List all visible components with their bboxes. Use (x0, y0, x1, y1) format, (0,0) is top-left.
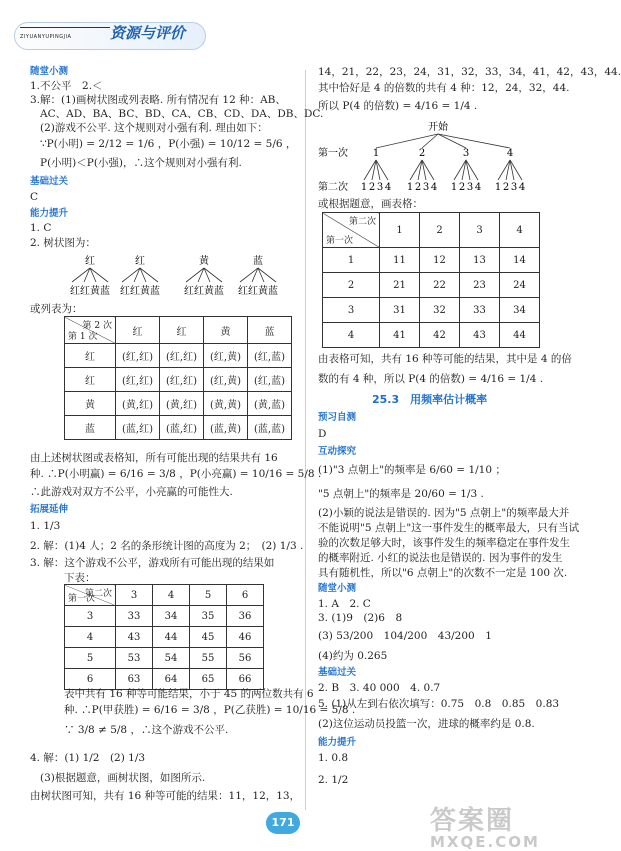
tree-second-node: 1 (406, 182, 414, 193)
table-cell: 55 (190, 648, 227, 669)
tree-first-node: 2 (418, 148, 426, 159)
tree-diagram-colors (62, 252, 302, 302)
answer-line: (3)根据题意，画树状图，如图所示. (40, 772, 206, 784)
answer-line: 具有随机性，所以"6 点朝上"的次数不一定是 100 次. (318, 567, 568, 579)
table-header-cell: 蓝 (248, 317, 292, 344)
tree-second-node: 4 (518, 182, 526, 193)
answer-line: 种. ∴P(甲获胜) = 6/16 = 3/8 ，P(乙获胜) = 10/16 = 5/8 . (64, 704, 356, 716)
table-cell: 54 (153, 648, 190, 669)
table-cell: 14 (500, 248, 540, 273)
table-cell: 64 (153, 669, 190, 690)
tree-root-label: 蓝 (253, 256, 263, 267)
table-cell: (黄,红) (160, 392, 204, 416)
tree-level-label: 第二次 (318, 182, 348, 193)
answer-line: 4. 解：(1) 1/2 (2) 1/3 (30, 752, 146, 764)
table-row-header: 蓝 (65, 416, 116, 440)
answer-line: P(小明)＜P(小强)，∴这个规则对小强有利. (40, 157, 242, 169)
table-cell: (黄,红) (116, 392, 160, 416)
answer-line: 1. C (30, 222, 52, 234)
tree-branch (438, 134, 466, 148)
answer-line: 3.解：(1)画树状图或列表略. 所有情况有 12 种：AB、 (30, 94, 286, 106)
answer-line: 5. (1)从左到右依次填写：0.75 0.8 0.85 0.83 (318, 698, 560, 710)
tree-first-node: 4 (506, 148, 514, 159)
tree-root-label: 红 (85, 256, 95, 267)
table-row-header: 4 (323, 323, 380, 348)
answer-line: 所以 P(4 的倍数) = 4/16 = 1/4 . (318, 100, 478, 112)
answer-line: 1.不公平 2.＜ (30, 80, 103, 92)
table-row-header: 红 (65, 368, 116, 392)
tree-second-node: 4 (430, 182, 438, 193)
outcome-table-1-4 (322, 212, 540, 348)
table-row (323, 248, 540, 273)
answer-line: 或列表为： (30, 303, 83, 315)
header-title: 资源与评价 (110, 24, 186, 42)
table-cell: 24 (500, 273, 540, 298)
watermark-logo: 答案圈 MXQE.COM (430, 806, 540, 851)
answer-line: 验的次数足够大时，该事件发生的频率稳定在事件发生 (318, 537, 570, 549)
answer-line: (4)约为 0.265 (318, 650, 388, 662)
table-row-header: 3 (323, 298, 380, 323)
table-cell: 21 (380, 273, 420, 298)
answer-line: 下表： (64, 572, 96, 584)
table-cell: 42 (420, 323, 460, 348)
table-row-header: 5 (65, 648, 116, 669)
table-row (65, 606, 264, 627)
answer-line: 1. 0.8 (318, 752, 349, 764)
answer-line: 不能说明"5 点朝上"这一事件发生的概率最大，只有当试 (318, 522, 580, 534)
table-row (65, 392, 292, 416)
table-cell: 12 (420, 248, 460, 273)
tree-second-node: 3 (422, 182, 430, 193)
answer-line: 其中恰好是 4 的倍数的共有 4 种：12，24，32，44. (318, 82, 570, 94)
table-cell: 34 (500, 298, 540, 323)
table-cell: (黄,蓝) (248, 392, 292, 416)
table-cell: 33 (116, 606, 153, 627)
answer-line: (2)这位运动员投篮一次，进球的概率约是 0.8. (318, 718, 535, 730)
section-heading: 能力提升 (318, 737, 357, 748)
answer-line: 的概率附近. 小红的说法也是错误的. 因为事件的发生 (318, 552, 563, 564)
answer-line: 数的有 4 种，所以 P(4 的倍数) = 4/16 = 1/4 . (318, 373, 544, 385)
table-header-cell: 红 (160, 317, 204, 344)
tree-second-node: 2 (458, 182, 466, 193)
table-cell: 32 (420, 298, 460, 323)
table-cell: (红,红) (116, 344, 160, 368)
table-cell: 46 (227, 627, 264, 648)
answer-line: 2. 树状图为： (30, 237, 96, 249)
table-header-cell: 2 (420, 213, 460, 248)
table-row-header: 黄 (65, 392, 116, 416)
table-cell: 43 (116, 627, 153, 648)
outcome-table-numbers (64, 584, 264, 690)
table-cell: (蓝,红) (116, 416, 160, 440)
table-cell: (红,红) (160, 368, 204, 392)
answer-line: 2. 1/2 (318, 774, 349, 786)
header-brand-small: ZIYUANYUPINGJIA (20, 34, 72, 40)
answer-line: 1. 1/3 (30, 520, 61, 532)
answer-line: 由树状图可知，共有 16 种等可能的结果：11，12，13， (30, 790, 301, 802)
table-row (65, 627, 264, 648)
page-header (0, 0, 563, 62)
tree-first-node: 3 (462, 148, 470, 159)
answer-line: 或根据题意，画表格： (318, 198, 423, 210)
table-cell: (红,红) (116, 368, 160, 392)
table-row (323, 298, 540, 323)
table-row-header: 3 (65, 606, 116, 627)
answer-line: 3. 解：这个游戏不公平，游戏所有可能出现的结果如 (30, 557, 275, 569)
table-row (65, 648, 264, 669)
tree-leaf-labels: 红红黄蓝 (120, 286, 160, 297)
table-row (65, 669, 264, 690)
answer-line: 14，21，22，23，24，31，32，33，34，41，42，43，44. (318, 66, 621, 78)
section-heading: 预习自测 (318, 412, 357, 423)
table-corner-header: 第二次 第一次 (323, 213, 380, 248)
tree-second-node: 1 (450, 182, 458, 193)
answer-line: 1. A 2. C (318, 598, 371, 610)
answer-line: (3) 53/200 104/200 43/200 1 (318, 630, 492, 642)
section-heading: 能力提升 (30, 208, 69, 219)
table-cell: 31 (380, 298, 420, 323)
table-cell: (蓝,红) (160, 416, 204, 440)
table-cell: 53 (116, 648, 153, 669)
table-cell: (红,黄) (204, 344, 248, 368)
tree-second-node: 4 (384, 182, 392, 193)
answer-line: C (30, 191, 39, 203)
table-cell: 35 (190, 606, 227, 627)
section-title: 25.3 用频率估计概率 (372, 393, 488, 406)
answer-line: 表中共有 16 种等可能结果，小于 45 的两位数共有 6 (64, 688, 314, 700)
tree-second-node: 1 (360, 182, 368, 193)
table-header-cell: 5 (190, 585, 227, 606)
tree-leaf-labels: 红红黄蓝 (70, 286, 110, 297)
tree-second-node: 1 (494, 182, 502, 193)
tree-second-node: 2 (502, 182, 510, 193)
table-header-cell: 3 (460, 213, 500, 248)
answer-line: (2)小颖的说法是错误的. 因为"5 点朝上"的频率最大并 (318, 507, 570, 519)
tree-leaf-labels: 红红黄蓝 (184, 286, 224, 297)
table-row (323, 273, 540, 298)
table-cell: 66 (227, 669, 264, 690)
table-row-header: 2 (323, 273, 380, 298)
table-corner-header: 第二次 第一次 (65, 585, 116, 606)
table-cell: 63 (116, 669, 153, 690)
table-cell: (红,红) (160, 344, 204, 368)
answer-line: AC、AD、BA、BC、BD、CA、CB、CD、DA、DB、DC. (40, 108, 324, 120)
tree-root-label: 红 (135, 256, 145, 267)
tree-second-node: 2 (414, 182, 422, 193)
table-row (65, 344, 292, 368)
table-header-cell: 6 (227, 585, 264, 606)
tree-leaf-labels: 红红黄蓝 (238, 286, 278, 297)
tree-second-node: 4 (474, 182, 482, 193)
table-cell: (红,黄) (204, 368, 248, 392)
table-header-cell: 1 (380, 213, 420, 248)
table-cell: 13 (460, 248, 500, 273)
tree-diagram-numbers (318, 118, 540, 196)
answer-line: ∴此游戏对双方不公平，小亮赢的可能性大. (30, 486, 233, 498)
table-header-cell: 4 (153, 585, 190, 606)
table-row-header: 红 (65, 344, 116, 368)
table-cell: 36 (227, 606, 264, 627)
tree-start-label: 开始 (428, 122, 448, 133)
answer-line: ∵ 3/8 ≠ 5/8 ，∴这个游戏不公平. (64, 724, 229, 736)
answer-line: (2)游戏不公平. 这个规则对小强有利. 理由如下： (40, 122, 268, 134)
answer-line: 2. B 3. 40 000 4. 0.7 (318, 682, 441, 694)
tree-second-node: 3 (376, 182, 384, 193)
header-arrow (20, 27, 110, 34)
table-header-cell: 红 (116, 317, 160, 344)
table-row-header: 6 (65, 669, 116, 690)
section-heading: 拓展延伸 (30, 504, 69, 515)
section-heading: 基础过关 (318, 667, 357, 678)
table-cell: 45 (190, 627, 227, 648)
table-cell: 65 (190, 669, 227, 690)
answer-line: 由表格可知，共有 16 种等可能的结果，其中是 4 的倍 (318, 353, 572, 365)
table-row (65, 416, 292, 440)
table-cell: (红,蓝) (248, 344, 292, 368)
tree-second-node: 3 (510, 182, 518, 193)
table-cell: (黄,黄) (204, 392, 248, 416)
table-row (323, 323, 540, 348)
table-cell: (蓝,黄) (204, 416, 248, 440)
table-cell: 34 (153, 606, 190, 627)
table-cell: (蓝,蓝) (248, 416, 292, 440)
tree-second-node: 2 (368, 182, 376, 193)
answer-line: "5 点朝上"的频率是 20/60 = 1/3 . (318, 488, 484, 500)
table-header-cell: 3 (116, 585, 153, 606)
tree-root-label: 黄 (199, 256, 209, 267)
table-cell: 56 (227, 648, 264, 669)
outcome-table-colors (64, 316, 292, 440)
answer-line: 种. ∴P(小明赢) = 6/16 = 3/8 ，P(小亮赢) = 10/16 = 5/8 . (30, 468, 322, 480)
answer-line: 3. (1)9 (2)6 8 (318, 612, 403, 624)
table-cell: 41 (380, 323, 420, 348)
table-header-cell: 黄 (204, 317, 248, 344)
table-cell: 43 (460, 323, 500, 348)
section-heading: 基础过关 (30, 176, 69, 187)
table-cell: 23 (460, 273, 500, 298)
table-cell: 44 (500, 323, 540, 348)
answer-line: (1)"3 点朝上"的频率是 6/60 = 1/10 ； (318, 464, 506, 476)
answer-line: ∵P(小明) = 2/12 = 1/6 ，P(小强) = 10/12 = 5/6 ， (40, 138, 297, 150)
table-row-header: 1 (323, 248, 380, 273)
table-cell: (红,蓝) (248, 368, 292, 392)
table-row (65, 368, 292, 392)
tree-branch (438, 134, 510, 148)
section-heading: 随堂小测 (30, 66, 69, 77)
section-heading: 互动探究 (318, 446, 357, 457)
answer-line: D (318, 428, 327, 440)
tree-first-node: 1 (372, 148, 380, 159)
table-cell: 11 (380, 248, 420, 273)
table-cell: 33 (460, 298, 500, 323)
tree-level-label: 第一次 (318, 148, 348, 159)
table-header-cell: 4 (500, 213, 540, 248)
table-cell: 22 (420, 273, 460, 298)
table-cell: 44 (153, 627, 190, 648)
answer-line: 2. 解：(1)4 人；2 名的条形统计图的高度为 2； (2) 1/3 . (30, 540, 304, 552)
answer-line: 由上述树状图或表格知，所有可能出现的结果共有 16 (30, 452, 278, 464)
tree-branch (376, 134, 438, 148)
page-number: 171 (266, 812, 300, 834)
table-row-header: 4 (65, 627, 116, 648)
tree-second-node: 3 (466, 182, 474, 193)
section-heading: 随堂小测 (318, 583, 357, 594)
table-corner-header: 第 2 次 第 1 次 (65, 317, 116, 344)
